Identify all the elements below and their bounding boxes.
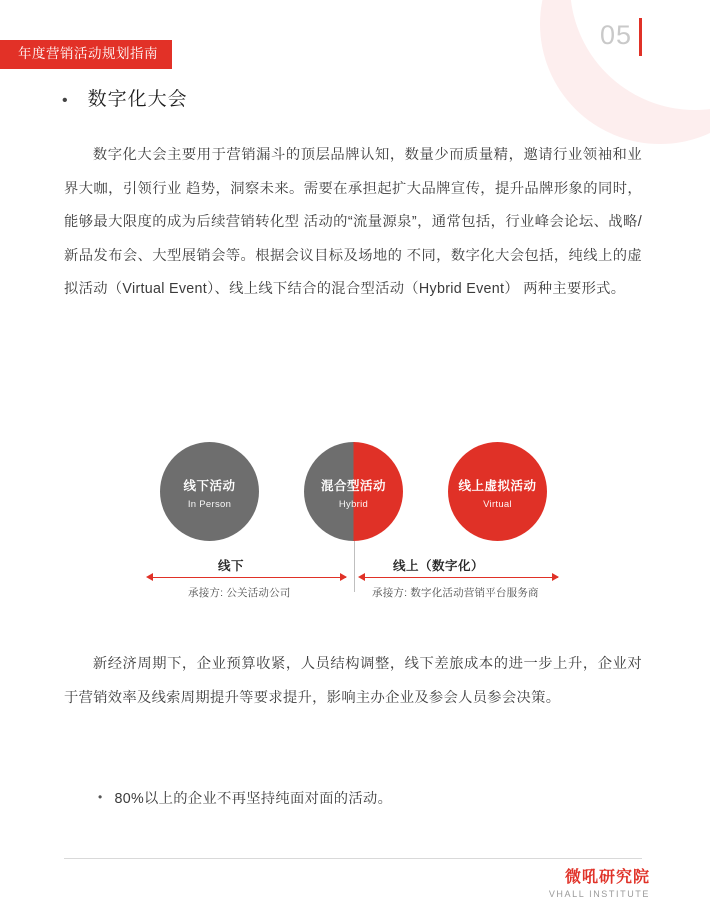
footer-brand	[549, 868, 650, 899]
page-number-accent-bar	[639, 18, 642, 56]
event-type-diagram	[140, 425, 570, 605]
page-number: 05	[599, 20, 632, 50]
paragraph-two-text: 新经济周期下，企业预算收紧，人员结构调整，线下差旅成本的进一步上升，企业对于营销效率及线索周期提升等要求提升，影响主办企业及参会人员参会决策。	[64, 656, 642, 706]
arrow-left-end-icon	[340, 573, 347, 581]
circle-in-person	[160, 442, 259, 541]
sub-bullet-dot-icon: •	[98, 790, 103, 804]
footer-divider	[64, 858, 642, 859]
paragraph-one-text: 数字化大会主要用于营销漏斗的顶层品牌认知，数量少而质量精，邀请行业领袖和业界大咖，引领行业 趋势，洞察未来。需要在承担起扩大品牌宣传，提升品牌形象的同时，能够最大限度的成为后续营销转化型 活动的“流量源泉”，通常包括，行业峰会论坛、战略/新品发布会、大型展销会等。根据会议目标及场地的 不同，数字化大会包括，纯线上的虚拟活动（Virtual Event）、线上线下结合的混合型活动（Hybrid Event） 两种主要形式。	[64, 147, 642, 298]
section-heading	[62, 84, 188, 111]
circle-in-person-subtitle: In Person	[187, 499, 232, 510]
axis-line-online	[362, 577, 558, 578]
axis-line-offline	[150, 577, 346, 578]
arrow-right-start-icon	[358, 573, 365, 581]
sub-bullet-text: 80%以上的企业不再坚持纯面对面的活动。	[114, 791, 393, 807]
axis-label-offline: 线下	[218, 559, 245, 573]
section-ribbon: 年度营销活动规划指南	[0, 40, 172, 69]
paragraph-one	[64, 139, 642, 307]
paragraph-two	[64, 648, 642, 715]
circle-in-person-title: 线下活动	[183, 479, 236, 493]
footer-brand-cn: 微吼研究院	[564, 869, 650, 886]
caption-offline: 承接方: 公关活动公司	[188, 587, 291, 599]
circle-virtual	[448, 442, 547, 541]
circle-hybrid-title: 混合型活动	[320, 479, 386, 493]
arrow-right-end-icon	[552, 573, 559, 581]
circle-hybrid	[304, 442, 403, 541]
heading-bullet-icon: •	[62, 92, 68, 109]
footer-brand-en: VHALL INSTITUTE	[548, 889, 650, 900]
caption-online: 承接方: 数字化活动营销平台服务商	[372, 587, 539, 599]
sub-bullet-item	[98, 788, 392, 808]
page-title: 数字化大会	[87, 89, 188, 110]
arrow-left-start-icon	[146, 573, 153, 581]
circle-virtual-title: 线上虚拟活动	[458, 479, 537, 493]
circle-virtual-subtitle: Virtual	[483, 499, 512, 510]
circle-hybrid-subtitle: Hybrid	[338, 499, 369, 510]
axis-label-online: 线上（数字化）	[393, 559, 485, 573]
